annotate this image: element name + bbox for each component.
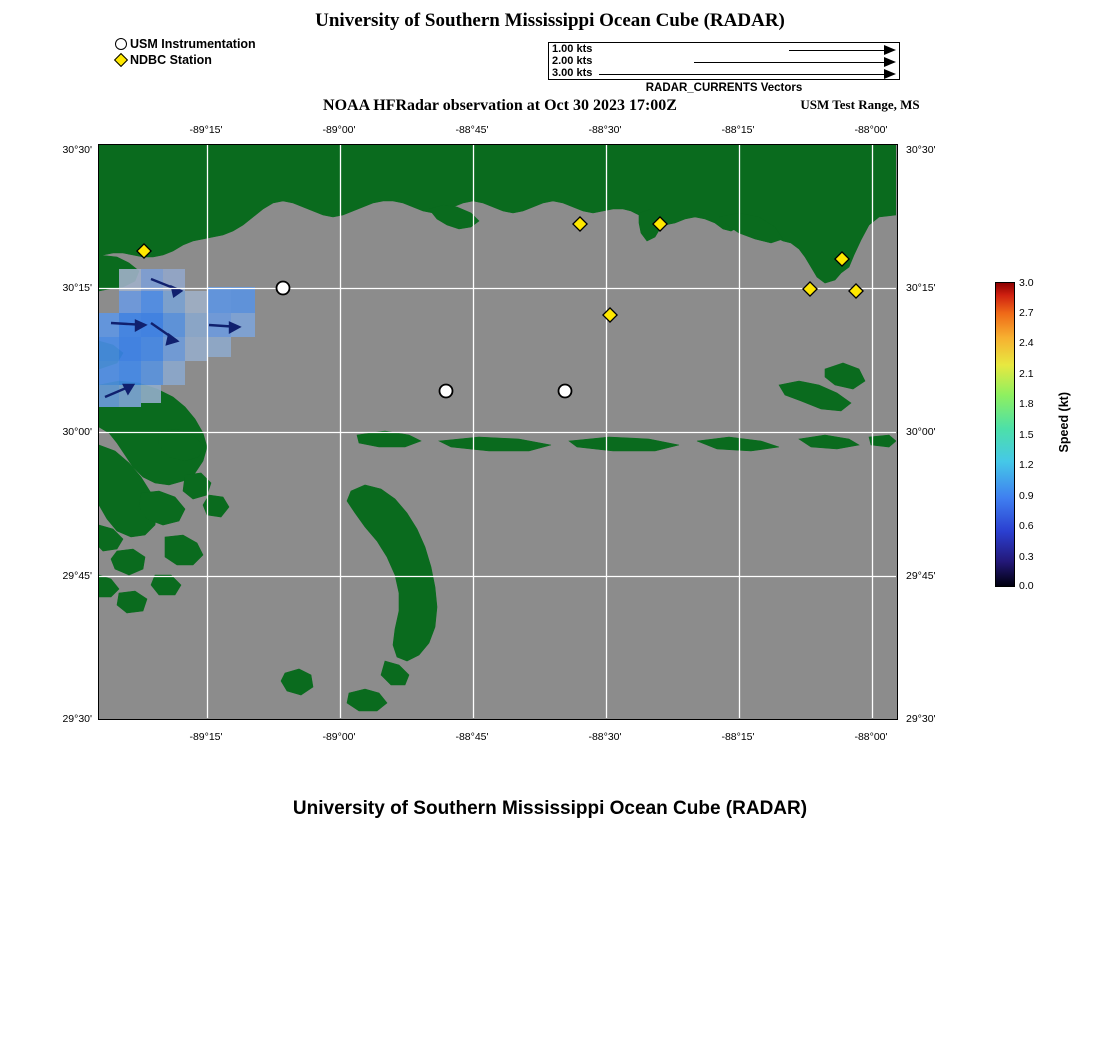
lat-tick-left-5: 29°30' xyxy=(62,713,92,725)
lat-tick-right-1: 30°30' xyxy=(906,144,936,156)
colorbar-tick-1-8: 1.8 xyxy=(1019,398,1034,410)
vector-key-caption: RADAR_CURRENTS Vectors xyxy=(645,82,803,94)
vector-scale-key xyxy=(548,42,900,80)
legend-item-ndbc xyxy=(112,52,256,67)
legend-item-usm-label: USM Instrumentation xyxy=(130,36,256,51)
colorbar-tick-1-5: 1.5 xyxy=(1019,429,1034,441)
colorbar-title: Speed (kt) xyxy=(1057,392,1071,453)
lon-tick-bottom-5: -88°15' xyxy=(721,731,755,743)
colorbar-tick-3-0: 3.0 xyxy=(1019,277,1034,289)
lon-tick-top-1: -89°15' xyxy=(189,124,223,136)
lon-tick-bottom-3: -88°45' xyxy=(455,731,489,743)
lat-tick-right-4: 29°45' xyxy=(906,570,936,582)
lon-tick-top-5: -88°15' xyxy=(721,124,755,136)
usm-circle-icon xyxy=(112,38,130,50)
site-label: USM Test Range, MS xyxy=(800,97,920,112)
colorbar-tick-0-6: 0.6 xyxy=(1019,520,1034,532)
lat-tick-right-5: 29°30' xyxy=(906,713,936,725)
colorbar-tick-0-0: 0.0 xyxy=(1019,580,1034,592)
legend-item-ndbc-label: NDBC Station xyxy=(130,52,212,67)
lat-tick-left-3: 30°00' xyxy=(62,426,92,438)
lon-tick-bottom-6: -88°00' xyxy=(854,731,888,743)
vector-key-label-2: 2.00 kts xyxy=(552,55,593,67)
vector-key-label-1: 1.00 kts xyxy=(552,43,593,55)
lon-tick-bottom-4: -88°30' xyxy=(588,731,622,743)
lat-tick-left-1: 30°30' xyxy=(62,144,92,156)
colorbar-tick-0-3: 0.3 xyxy=(1019,551,1034,563)
legend-item-usm xyxy=(112,36,256,51)
lon-tick-bottom-1: -89°15' xyxy=(189,731,223,743)
vector-key-row-2 xyxy=(549,57,901,69)
colorbar-tick-0-9: 0.9 xyxy=(1019,490,1034,502)
observation-title: NOAA HFRadar observation at Oct 30 2023 17:00Z xyxy=(323,97,677,114)
page-title: University of Southern Mississippi Ocean Cube (RADAR) xyxy=(315,10,785,31)
lon-tick-bottom-2: -89°00' xyxy=(322,731,356,743)
lon-tick-top-2: -89°00' xyxy=(322,124,356,136)
lat-tick-right-3: 30°00' xyxy=(906,426,936,438)
lat-tick-left-4: 29°45' xyxy=(62,570,92,582)
lon-tick-top-4: -88°30' xyxy=(588,124,622,136)
lon-tick-top-6: -88°00' xyxy=(854,124,888,136)
colorbar-tick-2-1: 2.1 xyxy=(1019,368,1034,380)
colorbar-tick-1-2: 1.2 xyxy=(1019,459,1034,471)
lat-tick-right-2: 30°15' xyxy=(906,282,936,294)
vector-key-row-3 xyxy=(549,69,901,81)
ndbc-diamond-icon xyxy=(112,55,130,65)
colorbar-gradient xyxy=(995,282,1015,587)
footer-title: University of Southern Mississippi Ocean Cube (RADAR) xyxy=(292,798,808,819)
colorbar-tick-2-4: 2.4 xyxy=(1019,337,1034,349)
lon-tick-top-3: -88°45' xyxy=(455,124,489,136)
station-legend xyxy=(112,36,256,68)
map-panel[interactable] xyxy=(98,144,898,720)
map-canvas xyxy=(99,145,896,718)
vector-key-label-3: 3.00 kts xyxy=(552,67,593,79)
lat-tick-left-2: 30°15' xyxy=(62,282,92,294)
colorbar-tick-2-7: 2.7 xyxy=(1019,307,1034,319)
vector-key-row-1 xyxy=(549,45,901,57)
